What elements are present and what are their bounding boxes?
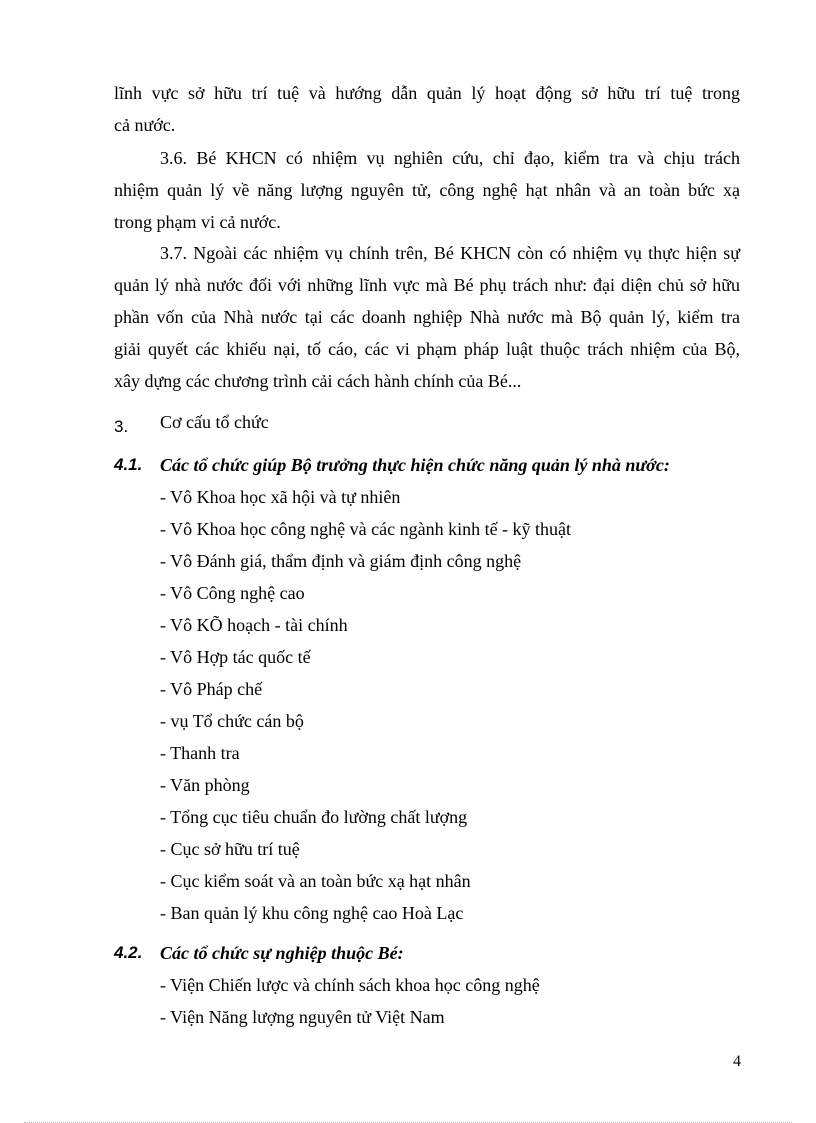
list-item: - Văn phòng [160,775,250,795]
section-heading-4-2 [114,937,754,969]
org-list-service [160,969,540,1033]
list-item: - Cục kiểm soát và an toàn bức xạ hạt nhân [160,871,471,891]
paragraph-3-6 [114,142,740,238]
paragraph-line: lĩnh vực sở hữu trí tuệ và hướng dẫn quản lý hoạt động sở hữu trí tuệ trong [114,83,740,103]
paragraph-line: nhiệm quản lý về năng lượng nguyên tử, công nghệ hạt nhân và an toàn bức xạ [114,180,740,200]
page-number: 4 [733,1053,741,1070]
paragraph-line: quản lý nhà nước đối với những lĩnh vực mà Bé phụ trách như: đại diện chủ sở hữu [114,275,740,295]
paragraph-intellectual-property [114,77,740,141]
list-item: - Viện Chiến lược và chính sách khoa học công nghệ [160,975,540,995]
paragraph-line: cả nước. [114,115,176,135]
paragraph-3-7 [114,237,740,397]
list-item: - Viện Năng lượng nguyên tử Việt Nam [160,1007,445,1027]
list-item: - Ban quản lý khu công nghệ cao Hoà Lạc [160,903,464,923]
list-item: - Vô Đánh giá, thẩm định và giám định công nghệ [160,551,522,571]
list-item: - Vô Hợp tác quốc tế [160,647,311,667]
section-title: Các tổ chức sự nghiệp thuộc Bé: [160,943,404,963]
list-item: - Cục sở hữu trí tuệ [160,839,300,859]
paragraph-line: trong phạm vi cả nước. [114,212,281,232]
section-number: 4.1. [114,455,143,474]
list-item: - Vô Pháp chế [160,679,263,699]
section-heading-3 [114,406,754,438]
section-heading-4-1 [114,449,754,481]
list-item: - Tổng cục tiêu chuẩn đo lường chất lượng [160,807,468,827]
paragraph-line: xây dựng các chương trình cải cách hành chính của Bé... [114,371,522,391]
paragraph-line: phần vốn của Nhà nước tại các doanh nghiệp Nhà nước mà Bộ quản lý, kiểm tra [114,307,740,327]
paragraph-line: giải quyết các khiếu nại, tố cáo, các vi phạm pháp luật thuộc trách nhiệm của Bộ, [114,339,740,359]
list-item: - Vô Công nghệ cao [160,583,305,603]
list-item: - vụ Tổ chức cán bộ [160,711,304,731]
paragraph-line: 3.6. Bé KHCN có nhiệm vụ nghiên cứu, chỉ đạo, kiểm tra và chịu trách [160,148,740,168]
section-number: 3. [114,417,129,436]
list-item: - Thanh tra [160,743,240,763]
section-number: 4.2. [114,943,143,962]
list-item: - Vô Khoa học xã hội và tự nhiên [160,487,401,507]
section-title: Các tổ chức giúp Bộ trưởng thực hiện chức năng quản lý nhà nước: [160,455,670,475]
list-item: - Vô KÕ hoạch - tài chính [160,615,348,635]
section-title: Cơ cấu tổ chức [160,412,269,432]
paragraph-line: 3.7. Ngoài các nhiệm vụ chính trên, Bé KHCN còn có nhiệm vụ thực hiện sự [160,243,740,263]
list-item: - Vô Khoa học công nghệ và các ngành kinh tế - kỹ thuật [160,519,572,539]
org-list-management [160,481,571,929]
